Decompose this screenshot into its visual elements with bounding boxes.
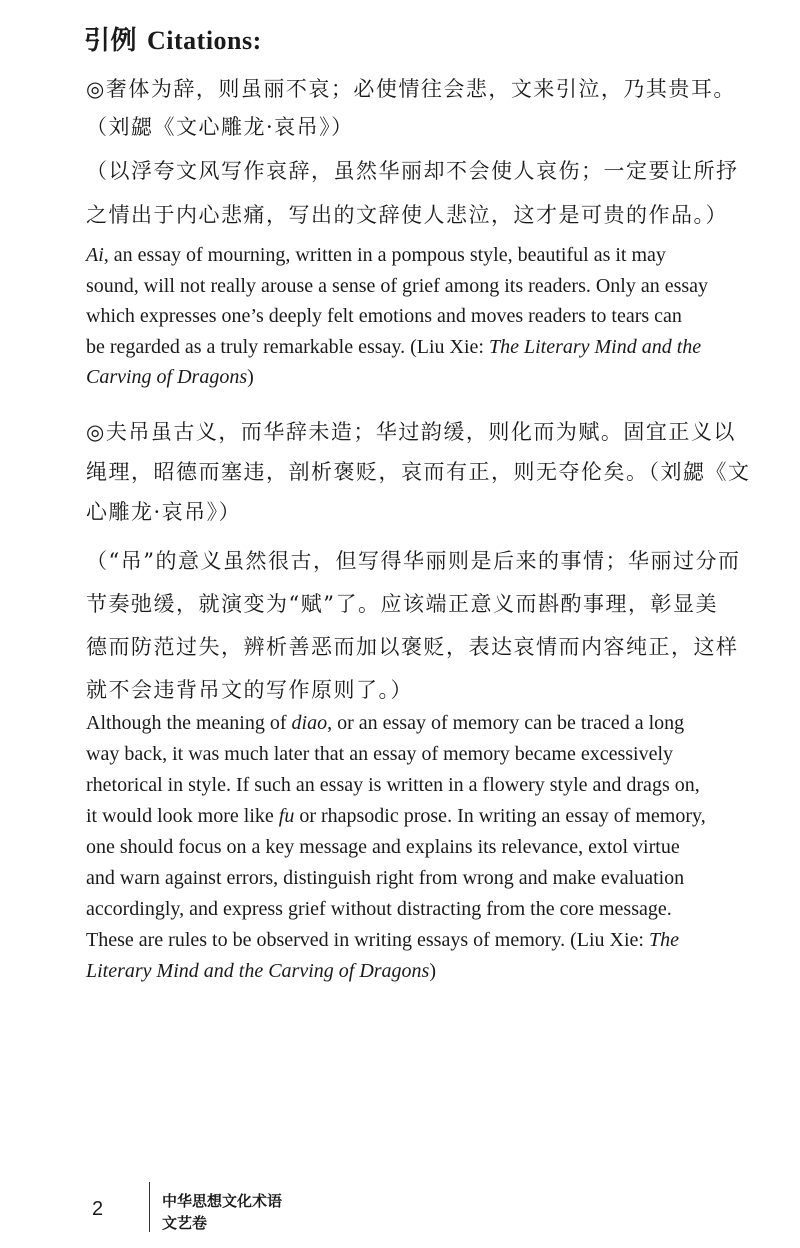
citation2-english-text: accordingly, and express grief without distracting from the core message.	[86, 898, 672, 920]
citation1-modern-line: 之情出于内心悲痛，写出的文辞使人悲泣，这才是可贵的作品。）	[86, 203, 728, 227]
citation2-english	[86, 708, 746, 987]
citations-heading	[84, 20, 262, 57]
footer-divider	[149, 1182, 150, 1232]
citation2-english-text: it would look more like	[86, 805, 279, 827]
citation1-english-italic: Carving of Dragons	[86, 366, 248, 388]
citation1-english-line	[86, 332, 746, 363]
citation2-modern-line: （“吊”的意义虽然很古，但写得华丽则是后来的事情；华丽过分而	[86, 549, 741, 573]
citation2-english-text: one should focus on a key message and explains its relevance, extol virtue	[86, 836, 680, 858]
citation2-english-line	[86, 832, 746, 863]
citation2-original	[86, 412, 751, 532]
volume-title: 文艺卷	[162, 1214, 208, 1232]
citation2-english-italic: The	[649, 929, 679, 951]
citation1-modern	[86, 149, 746, 237]
footer-series	[162, 1190, 282, 1234]
citation1-english-text: which expresses one’s deeply felt emotions and moves readers to tears can	[86, 305, 682, 327]
citation2-english-line	[86, 739, 746, 770]
citation2-english-text: Although the meaning of	[86, 712, 292, 734]
citation1-english-text: be regarded as a truly remarkable essay. (Liu Xie:	[86, 335, 489, 358]
citation2-english-italic: fu	[278, 805, 295, 827]
citation2-english-text: rhetorical in style. If such an essay is written in a flowery style and drags on,	[86, 774, 700, 796]
citation2-english-line	[86, 708, 746, 739]
citation1-english-italic: Ai	[86, 244, 104, 266]
citation2-modern-line: 德而防范过失，辨析善恶而加以褒贬，表达哀情而内容纯正，这样	[86, 635, 739, 659]
citation2-english-line	[86, 801, 746, 832]
citation2-english-italic: diao	[291, 712, 328, 734]
citation1-english-text: , an essay of mourning, written in a pompous style, beautiful as it may	[103, 244, 666, 266]
citation1-english-text: )	[247, 366, 254, 388]
citation2-modern-line: 节奏弛缓，就演变为“赋”了。应该端正意义而斟酌事理，彰显美	[86, 592, 718, 616]
citation1-modern-line: （以浮夸文风写作哀辞，虽然华丽却不会使人哀伤；一定要让所抒	[86, 159, 739, 183]
citation2-modern-line: 就不会违背吊文的写作原则了。）	[86, 678, 413, 702]
citation2-english-text: and warn against errors, distinguish right from wrong and make evaluation	[86, 867, 685, 889]
citation1-english-line	[86, 362, 746, 393]
citation1-english-text: sound, will not really arouse a sense of grief among its readers. Only an essay	[86, 274, 709, 297]
page-number: 2	[92, 1198, 104, 1220]
series-title: 中华思想文化术语	[162, 1192, 283, 1210]
citation1-original-line: ◎奢体为辞，则虽丽不哀；必使情往会悲，文来引泣，乃其贵耳。	[86, 77, 736, 101]
citation2-english-italic: Literary Mind and the Carving of Dragons	[86, 960, 430, 982]
citation2-english-line	[86, 956, 746, 987]
citation2-english-text: way back, it was much later that an essay of memory became excessively	[86, 743, 674, 765]
citations-heading-cn: 引例	[84, 26, 138, 56]
citation2-original-line: ◎夫吊虽古义，而华辞未造；华过韵缓，则化而为赋。固宜正义以	[86, 420, 736, 444]
citation2-english-text: These are rules to be observed in writing essays of memory. (Liu Xie:	[86, 929, 649, 951]
citation2-english-text: , or an essay of memory can be traced a long	[327, 712, 685, 734]
citation2-english-line	[86, 863, 746, 894]
citation2-modern	[86, 540, 746, 712]
citation2-english-text: )	[429, 960, 437, 982]
citation1-english-line	[86, 271, 746, 302]
citation2-english-line	[86, 770, 746, 801]
citation2-english-line	[86, 925, 746, 956]
citation1-english	[86, 240, 746, 393]
citation2-original-line: 绳理，昭德而塞违，剖析褒贬，哀而有正，则无夺伦矣。（刘勰《文	[86, 460, 751, 484]
citation1-english-line	[86, 240, 746, 271]
citation2-english-line	[86, 894, 746, 925]
citation1-english-line	[86, 301, 746, 332]
citations-heading-en: Citations:	[147, 26, 262, 55]
citation2-original-line: 心雕龙·哀吊》）	[86, 500, 242, 524]
citation2-english-text: or rhapsodic prose. In writing an essay of memory,	[294, 805, 706, 827]
citation1-english-italic: The Literary Mind and the	[488, 335, 702, 358]
citation1-original	[86, 70, 746, 146]
citation1-original-line: （刘勰《文心雕龙·哀吊》）	[86, 115, 354, 139]
